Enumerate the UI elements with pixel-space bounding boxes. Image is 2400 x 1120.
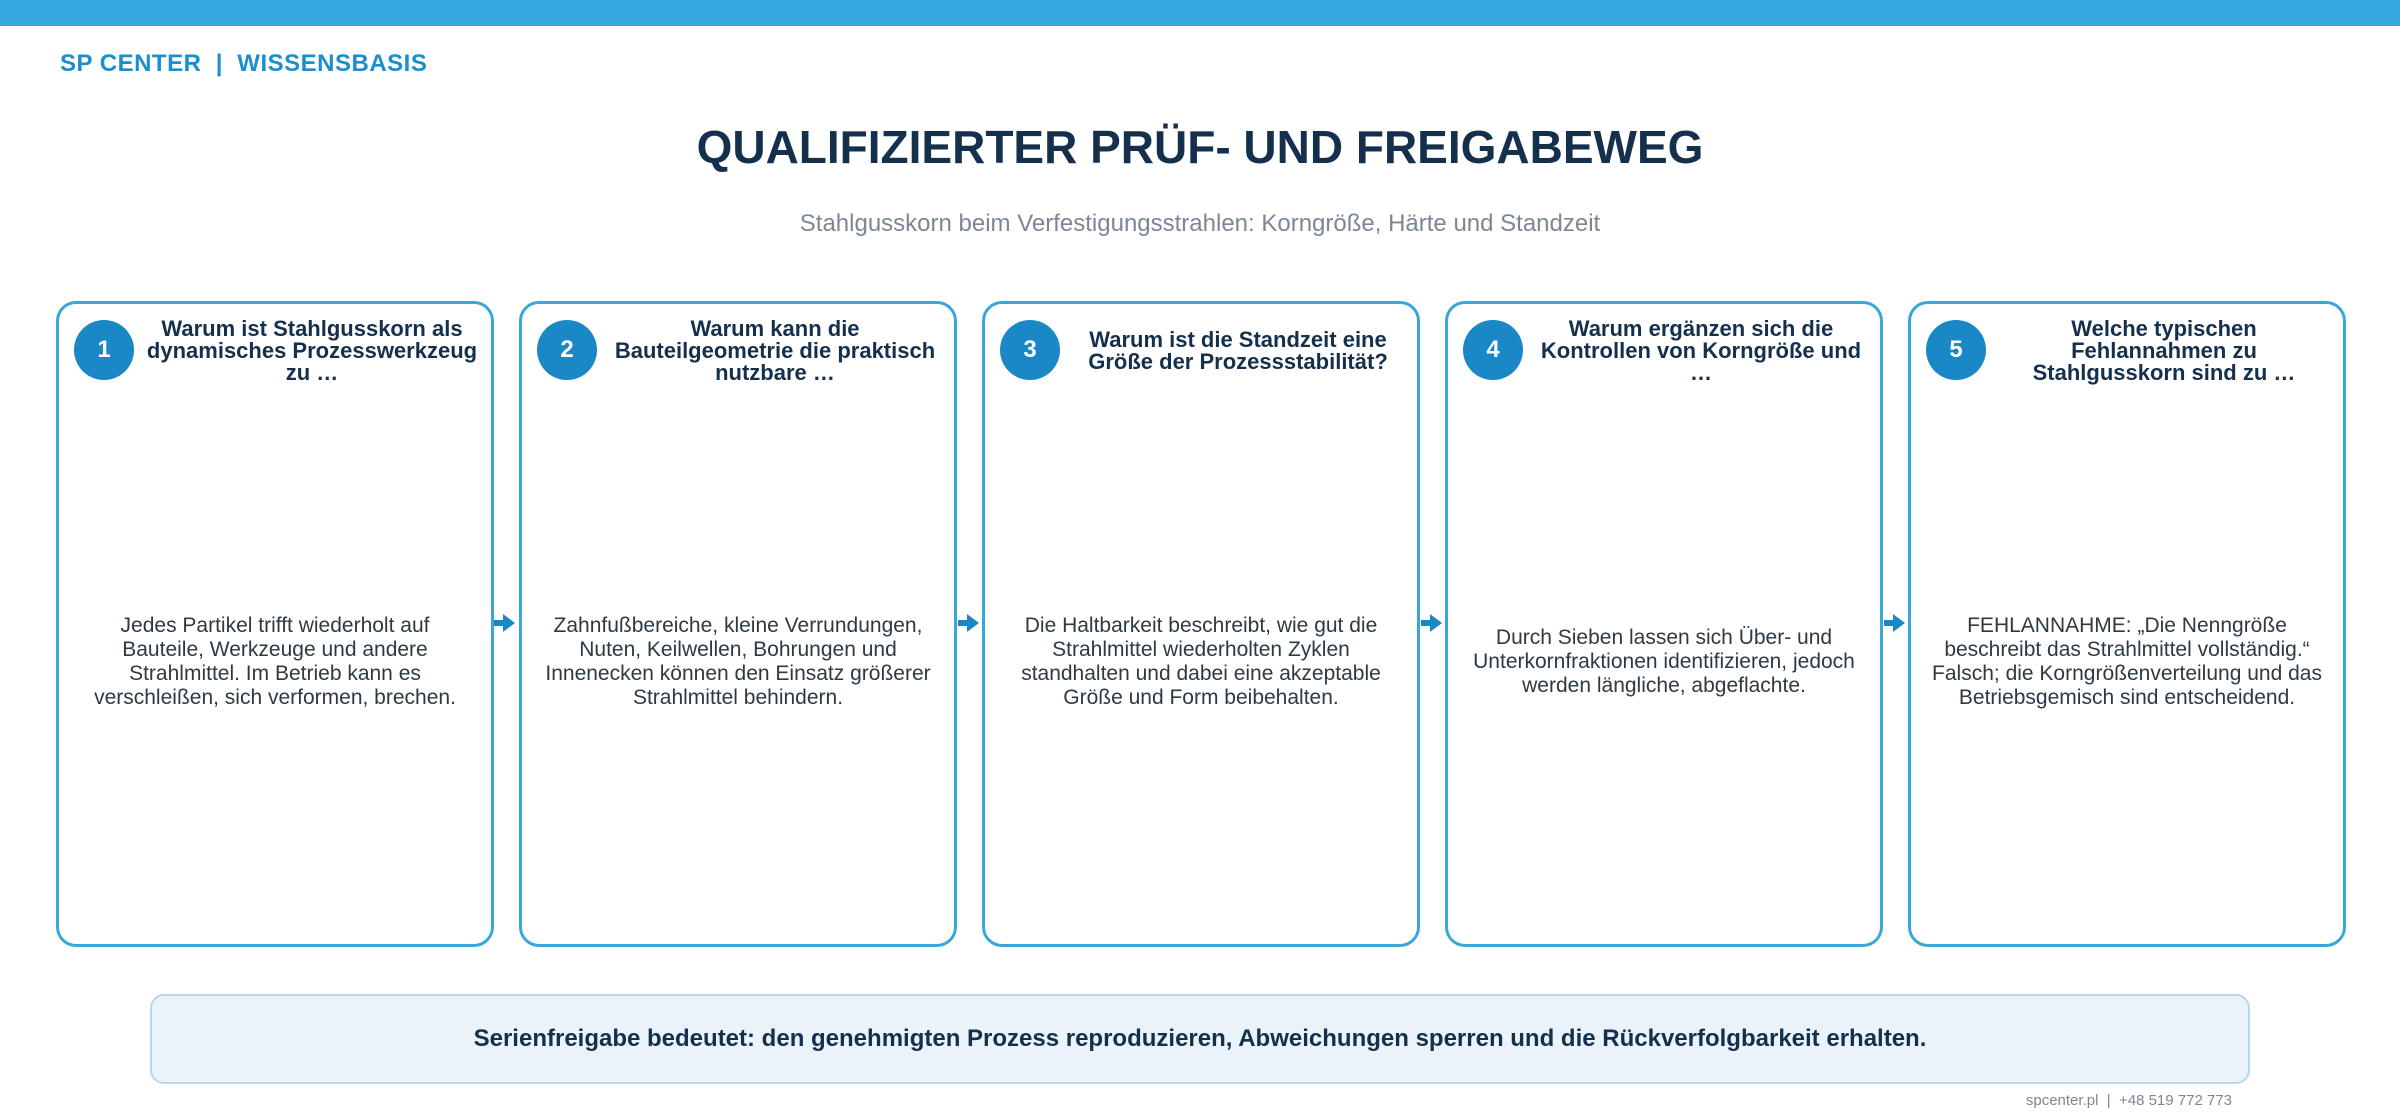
top-accent-bar [0, 0, 2400, 26]
step-body: Zahnfußbereiche, kleine Verrundungen, Nuten, Keilwellen, Bohrungen und Innenecken können den Einsatz größerer Strahlmittel behindern. [545, 614, 931, 709]
step-card-1 [56, 301, 494, 947]
page-title: QUALIFIZIERTER PRÜF- UND FREIGABEWEG [696, 121, 1704, 173]
step-number-badge: 4 [1463, 320, 1523, 380]
step-card-3 [982, 301, 1420, 947]
arrow-right-icon [494, 612, 516, 634]
page-subtitle: Stahlgusskorn beim Verfestigungsstrahlen: Korngröße, Härte und Standzeit [799, 210, 1601, 237]
step-number-badge: 2 [537, 320, 597, 380]
arrow-right-icon [1884, 612, 1906, 634]
step-heading: Warum ergänzen sich die Kontrollen von Korngröße und … [1540, 316, 1862, 385]
step-heading: Welche typischen Fehlannahmen zu Stahlgusskorn sind zu … [2032, 316, 2296, 385]
step-heading: Warum ist die Standzeit eine Größe der Prozessstabilität? [1088, 327, 1388, 374]
step-number-badge: 1 [74, 320, 134, 380]
step-heading: Warum ist Stahlgusskorn als dynamisches Prozesswerkzeug zu … [146, 316, 478, 385]
release-statement-box [150, 994, 2250, 1084]
contact-info: spcenter.pl | +48 519 772 773 [2025, 1092, 2232, 1109]
step-body: FEHLANNAHME: „Die Nenngröße beschreibt das Strahlmittel vollständig.“ Falsch; die Korngrößenverteilung und das Betriebsgemisch sind entscheidend. [1932, 614, 2322, 709]
release-statement: Serienfreigabe bedeutet: den genehmigten Prozess reproduzieren, Abweichungen sperren und die Rückverfolgbarkeit erhalten. [473, 1025, 1927, 1052]
step-body: Jedes Partikel trifft wiederholt auf Bauteile, Werkzeuge und andere Strahlmittel. Im Betrieb kann es verschleißen, sich verformen, brechen. [94, 614, 456, 709]
step-body: Durch Sieben lassen sich Über- und Unterkornfraktionen identifizieren, jedoch werden längliche, abgeflachte. [1473, 626, 1855, 697]
step-card-2 [519, 301, 957, 947]
brand-header: SP CENTER | WISSENSBASIS [60, 50, 428, 77]
arrow-right-icon [958, 612, 980, 634]
step-number-badge: 3 [1000, 320, 1060, 380]
step-body: Die Haltbarkeit beschreibt, wie gut die Strahlmittel wiederholten Zyklen standhalten und dabei eine akzeptable Größe und Form beibehalten. [1021, 614, 1381, 709]
step-card-5 [1908, 301, 2346, 947]
step-card-4 [1445, 301, 1883, 947]
step-number-badge: 5 [1926, 320, 1986, 380]
step-heading: Warum kann die Bauteilgeometrie die praktisch nutzbare … [614, 316, 936, 385]
arrow-right-icon [1421, 612, 1443, 634]
